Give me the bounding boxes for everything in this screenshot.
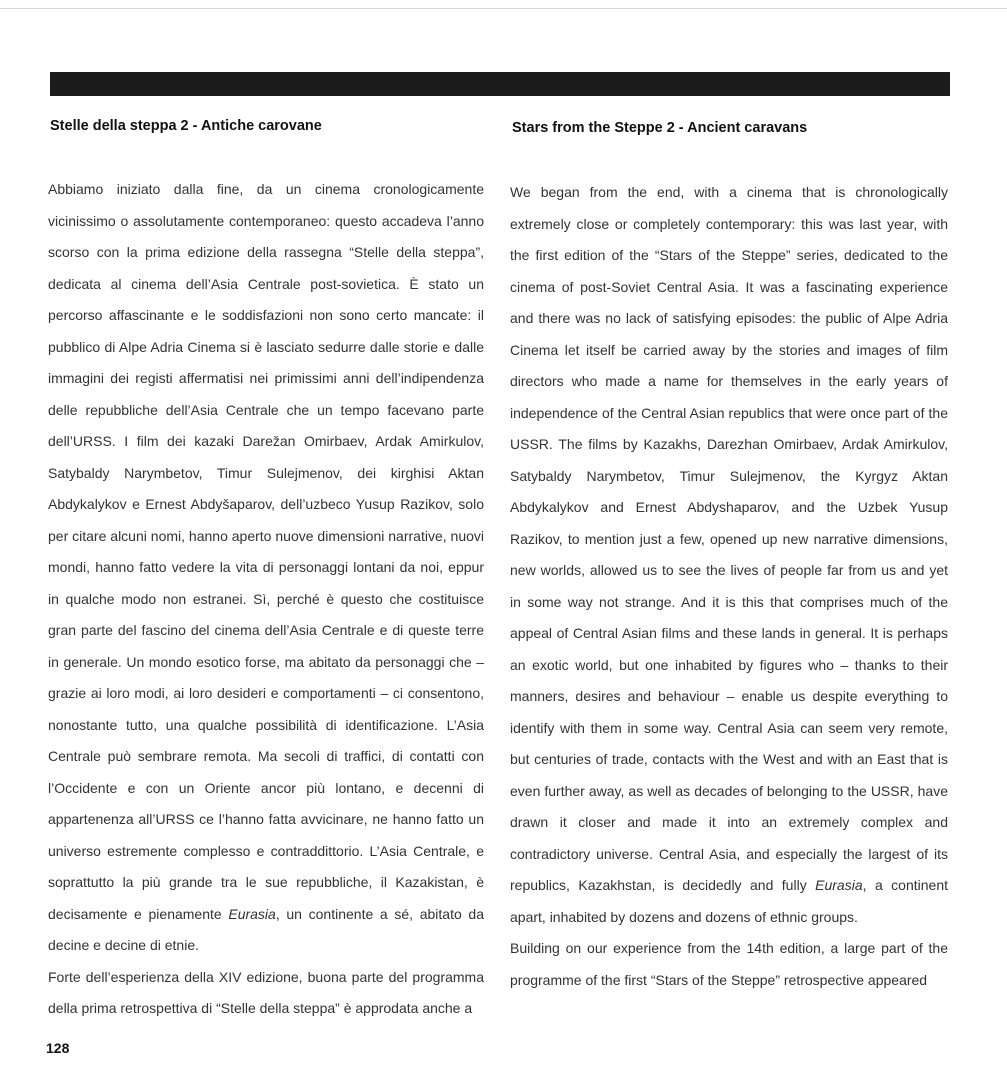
page-number: 128 bbox=[46, 1040, 70, 1056]
english-title: Stars from the Steppe 2 - Ancient caravans bbox=[512, 120, 808, 136]
italian-paragraph-1: Abbiamo iniziato dalla fine, da un cinema cronologicamente vicinissimo o assolutamente contemporaneo: questo accadeva l’anno scorso con la prima edizione della rassegna “Stelle della steppa”, dedicata al cinema dell’Asia Centrale post-sovietica. È stato un percorso affascinante e le soddisfazioni non sono certo mancate: il pubblico di Alpe Adria Cinema si è lasciato sedurre dalle storie e dalle immagini dei registi affermatisi nei primissimi anni dell’indipendenza delle repubbliche dell’Asia Centrale che un tempo facevano parte dell’URSS. I film dei kazaki Darežan Omirbaev, Ardak Amirkulov, Satybaldy Narymbetov, Timur Sulejmenov, dei kirghisi Aktan Abdykalykov e Ernest Abdyšaparov, dell’uzbeco Yusup Razikov, solo per citare alcuni nomi, hanno aperto nuove dimensioni narrative, nuovi mondi, hanno fatto vedere la vita di personaggi lontani da noi, eppur in qualche modo non estranei. Sì, perché è questo che costituisce gran parte del fascino del cinema dell’Asia Centrale e di queste terre in generale. Un mondo esotico forse, ma abitato da personaggi che – grazie ai loro modi, ai loro desideri e comportamenti – ci consentono, nonostante tutto, una qualche possibilità di identificazione. L’Asia Centrale può sembrare remota. Ma secoli di traffici, di contatti con l’Occidente e con un Oriente ancor più lontano, e decenni di appartenenza all’URSS ce l’hanno fatta avvicinare, ne hanno fatto un universo estremente complesso e contraddittorio. L’Asia Centrale, e soprattutto la più grande tra le sue repubbliche, il Kazakistan, è decisamente e pienamente Eurasia, un continente a sé, abitato da decine e decine di etnie. bbox=[48, 181, 485, 953]
english-paragraph-1: We began from the end, with a cinema that is chronologically extremely close or completely contemporary: this was last year, with the first edition of the “Stars of the Steppe” series, dedicated to the cinema of post-Soviet Central Asia. It was a fascinating experience and there was no lack of satisfying episodes: the public of Alpe Adria Cinema let itself be carried away by the stories and images of film directors who made a name for themselves in the early years of independence of the Central Asian republics that were once part of the USSR. The films by Kazakhs, Darezhan Omirbaev, Ardak Amirkulov, Satybaldy Narymbetov, Timur Sulejmenov, the Kyrgyz Aktan Abdykalykov and Ernest Abdyshaparov, and the Uzbek Yusup Razikov, to mention just a few, opened up new narrative dimensions, new worlds, allowed us to see the lives of people far from us and yet in some way not strange. And it is this that comprises much of the appeal of Central Asian films and these lands in general. It is perhaps an exotic world, but one inhabited by figures who – thanks to their manners, desires and behaviour – enable us despite everything to identify with them in some way. Central Asia can seem very remote, but centuries of trade, contacts with the West and with an East that is even further away, as well as decades of belonging to the USSR, have drawn it closer and made it into an extremely complex and contradictory universe. Central Asia, and especially the largest of its republics, Kazakhstan, is decidedly and fully Eurasia, a continent apart, inhabited by dozens and dozens of ethnic groups. bbox=[510, 184, 948, 925]
italian-emphasis: Eurasia bbox=[228, 905, 276, 922]
italian-paragraph-2: Forte dell’esperienza della XIV edizione, buona parte del programma della prima retrospettiva di “Stelle della steppa” è approdata anche a bbox=[48, 968, 484, 1016]
english-body bbox=[510, 177, 948, 996]
top-rule bbox=[0, 8, 1007, 9]
italian-title: Stelle della steppa 2 - Antiche carovane bbox=[50, 118, 322, 134]
english-paragraph-2: Building on our experience from the 14th edition, a large part of the programme of the first “Stars of the Steppe” retrospective appeared bbox=[510, 940, 948, 988]
english-emphasis: Eurasia bbox=[815, 877, 863, 893]
header-band bbox=[50, 72, 950, 96]
italian-body bbox=[48, 174, 484, 1025]
